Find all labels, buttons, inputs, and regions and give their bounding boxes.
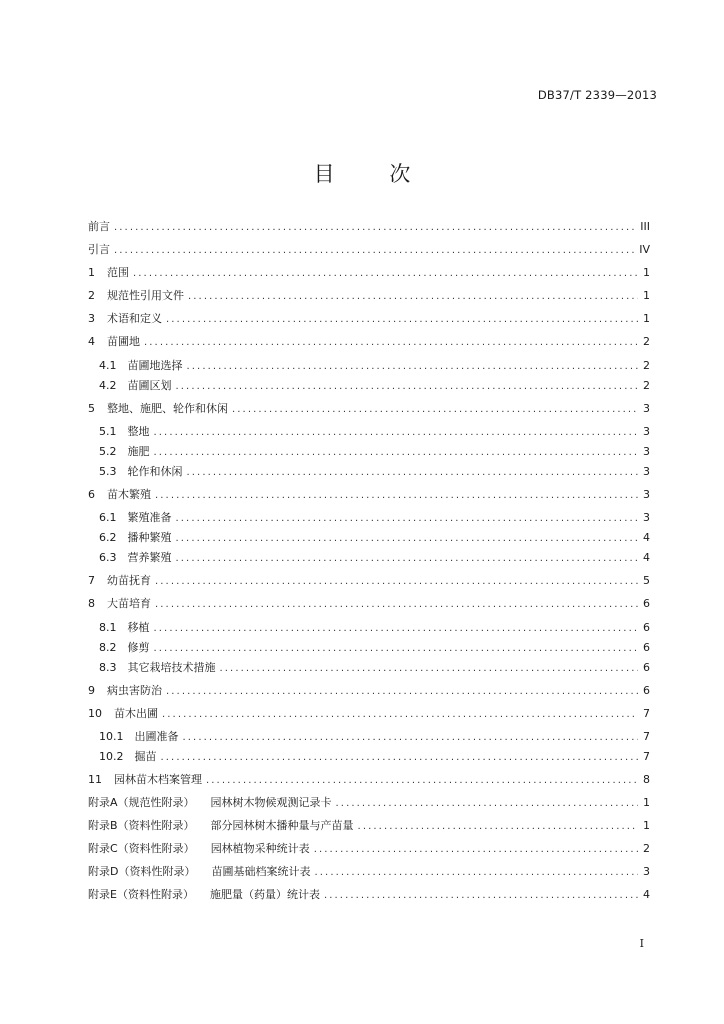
- toc-entry-number: 附录C（资料性附录）: [88, 842, 195, 855]
- toc-entry-number: 8.2: [99, 641, 117, 654]
- toc-entry-page: III: [640, 220, 650, 233]
- toc-leader-dots: [336, 798, 638, 809]
- toc-leader-dots: [154, 427, 639, 438]
- toc-entry[interactable]: [99, 639, 650, 657]
- toc-entry[interactable]: [99, 529, 650, 547]
- toc-entry-page: 1: [643, 266, 650, 279]
- toc-entry[interactable]: [88, 333, 650, 351]
- toc-leader-dots: [154, 623, 639, 634]
- toc-entry-title: 规范性引用文件: [107, 289, 184, 302]
- toc-entry[interactable]: [88, 863, 650, 881]
- toc-entry[interactable]: [88, 771, 650, 789]
- toc-entry[interactable]: [88, 287, 650, 305]
- toc-entry-number: 5.3: [99, 465, 117, 478]
- toc-leader-dots: [154, 643, 639, 654]
- toc-entry-page: 6: [643, 621, 650, 634]
- toc-leader-dots: [144, 337, 638, 348]
- toc-entry-title: 园林树木物候观测记录卡: [210, 796, 332, 809]
- toc-entry-number: 附录B（资料性附录）: [88, 819, 195, 832]
- toc-entry-number: 1: [88, 266, 95, 279]
- toc-entry-page: 1: [643, 796, 650, 809]
- toc-entry-number: 4.1: [99, 359, 117, 372]
- toc-entry-title: 繁殖准备: [127, 511, 172, 524]
- toc-leader-dots: [358, 821, 638, 832]
- toc-entry[interactable]: [88, 794, 650, 812]
- toc-leader-dots: [206, 775, 638, 786]
- toc-entry-title: 轮作和休闲: [127, 465, 183, 478]
- toc-entry-number: 8.3: [99, 661, 117, 674]
- toc-entry-number: 6: [88, 488, 95, 501]
- toc-entry-title: 施肥量（药量）统计表: [209, 888, 320, 901]
- toc-entry[interactable]: [88, 682, 650, 700]
- toc-entry-title: 苗木出圃: [114, 707, 158, 720]
- toc-entry[interactable]: [88, 486, 650, 504]
- toc-entry-number: 6.2: [99, 531, 117, 544]
- toc-entry-title: 整地: [127, 425, 150, 438]
- toc-entry-title: 苗圃区划: [127, 379, 172, 392]
- toc-leader-dots: [324, 890, 638, 901]
- toc-leader-dots: [166, 686, 638, 697]
- toc-entry-title: 其它栽培技术措施: [127, 661, 216, 674]
- toc-leader-dots: [176, 533, 639, 544]
- toc-entry-title: 出圃准备: [134, 730, 179, 743]
- toc-entry-page: IV: [639, 243, 650, 256]
- toc-entry-page: 2: [643, 335, 650, 348]
- toc-entry[interactable]: [88, 310, 650, 328]
- toc-entry[interactable]: [88, 572, 650, 590]
- page-title: [0, 158, 724, 188]
- toc-leader-dots: [314, 844, 638, 855]
- toc-leader-dots: [133, 268, 638, 279]
- toc-entry[interactable]: [88, 886, 650, 904]
- toc-entry-number: 11: [88, 773, 102, 786]
- toc-entry-page: 1: [643, 312, 650, 325]
- title-char-1: 目: [313, 162, 335, 186]
- toc-entry-title: 术语和定义: [107, 312, 162, 325]
- toc-entry-title: 播种繁殖: [127, 531, 172, 544]
- title-char-2: 次: [389, 162, 411, 186]
- toc-entry-number: 附录A（规范性附录）: [88, 796, 195, 809]
- toc-entry-number: 7: [88, 574, 95, 587]
- toc-entry-page: 3: [643, 425, 650, 438]
- toc-entry-title: 移植: [127, 621, 150, 634]
- toc-entry-number: 8.1: [99, 621, 117, 634]
- toc-entry-number: 附录E（资料性附录）: [88, 888, 194, 901]
- toc-leader-dots: [188, 291, 638, 302]
- toc-leader-dots: [176, 513, 639, 524]
- toc-entry[interactable]: [88, 817, 650, 835]
- toc-entry[interactable]: [88, 705, 650, 723]
- toc-leader-dots: [155, 490, 638, 501]
- toc-entry-number: 2: [88, 289, 95, 302]
- toc-entry-page: 7: [643, 730, 650, 743]
- toc-entry-title: 苗木繁殖: [107, 488, 151, 501]
- toc-entry-page: 2: [643, 842, 650, 855]
- standard-code: DB37/T 2339—2013: [537, 88, 657, 102]
- toc-entry[interactable]: [88, 264, 650, 282]
- toc-entry-page: 4: [643, 551, 650, 564]
- toc-entry-page: 3: [643, 465, 650, 478]
- toc-entry[interactable]: [99, 509, 650, 527]
- toc-entry[interactable]: [99, 549, 650, 567]
- toc-entry[interactable]: [99, 377, 650, 395]
- toc-entry-number: 6.1: [99, 511, 117, 524]
- toc-entry-title: 苗圃地: [107, 335, 140, 348]
- toc-entry[interactable]: [99, 463, 650, 481]
- toc-leader-dots: [220, 663, 639, 674]
- toc-entry-number: 4.2: [99, 379, 117, 392]
- toc-leader-dots: [187, 467, 639, 478]
- toc-entry[interactable]: [99, 443, 650, 461]
- toc-leader-dots: [162, 709, 638, 720]
- toc-entry-title: 园林植物采种统计表: [210, 842, 310, 855]
- toc-entry-title: 修剪: [127, 641, 150, 654]
- toc-entry-number: 5.2: [99, 445, 117, 458]
- toc-entry[interactable]: [99, 659, 650, 677]
- toc-entry-number: 3: [88, 312, 95, 325]
- toc-leader-dots: [187, 361, 639, 372]
- toc-entry-title: 引言: [88, 243, 110, 256]
- toc-leader-dots: [114, 222, 636, 233]
- toc-entry-page: 5: [643, 574, 650, 587]
- toc-entry[interactable]: [88, 400, 650, 418]
- toc-entry-number: 10.1: [99, 730, 124, 743]
- toc-leader-dots: [161, 752, 639, 763]
- toc-entry-number: 5: [88, 402, 95, 415]
- toc-entry[interactable]: [88, 241, 650, 259]
- toc-entry-title: 施肥: [127, 445, 150, 458]
- toc-leader-dots: [183, 732, 639, 743]
- toc-entry-page: 1: [643, 819, 650, 832]
- toc-entry-number: 附录D（资料性附录）: [88, 865, 196, 878]
- toc-entry-page: 3: [643, 445, 650, 458]
- toc-entry-page: 2: [643, 359, 650, 372]
- toc-entry[interactable]: [99, 748, 650, 766]
- toc-entry-page: 6: [643, 641, 650, 654]
- toc-leader-dots: [166, 314, 638, 325]
- toc-entry-page: 3: [643, 488, 650, 501]
- toc-entry[interactable]: [88, 218, 650, 236]
- toc-entry-title: 苗圃基础档案统计表: [211, 865, 311, 878]
- toc-entry-title: 前言: [88, 220, 110, 233]
- toc-entry-title: 大苗培育: [107, 597, 151, 610]
- toc-entry[interactable]: [99, 423, 650, 441]
- toc-entry-title: 幼苗抚育: [107, 574, 151, 587]
- toc-entry-page: 6: [643, 597, 650, 610]
- toc-leader-dots: [155, 599, 638, 610]
- toc-entry-title: 部分园林树木播种量与产苗量: [210, 819, 354, 832]
- toc-leader-dots: [114, 245, 635, 256]
- toc-entry[interactable]: [88, 595, 650, 613]
- toc-entry-number: 4: [88, 335, 95, 348]
- toc-entry-page: 7: [643, 707, 650, 720]
- toc-entry-title: 营养繁殖: [127, 551, 172, 564]
- toc-entry[interactable]: [99, 619, 650, 637]
- toc-entry[interactable]: [99, 357, 650, 375]
- toc-leader-dots: [155, 576, 638, 587]
- toc-entry-number: 6.3: [99, 551, 117, 564]
- toc-entry[interactable]: [99, 728, 650, 746]
- toc-entry-title: 病虫害防治: [107, 684, 162, 697]
- toc-entry-page: 4: [643, 888, 650, 901]
- toc-entry-page: 6: [643, 661, 650, 674]
- toc-entry-page: 7: [643, 750, 650, 763]
- toc-entry-title: 园林苗木档案管理: [114, 773, 202, 786]
- toc-entry-page: 3: [643, 865, 650, 878]
- toc-entry-title: 整地、施肥、轮作和休闲: [107, 402, 228, 415]
- toc-entry-page: 8: [643, 773, 650, 786]
- toc-entry-number: 10: [88, 707, 102, 720]
- toc-entry-title: 掘苗: [134, 750, 157, 763]
- toc-entry-number: 5.1: [99, 425, 117, 438]
- toc-entry-page: 3: [643, 402, 650, 415]
- toc-leader-dots: [154, 447, 639, 458]
- toc-entry-page: 4: [643, 531, 650, 544]
- toc-entry-number: 10.2: [99, 750, 124, 763]
- footer-page-number: I: [639, 937, 644, 950]
- toc-entry-title: 苗圃地选择: [127, 359, 183, 372]
- toc-entry-page: 2: [643, 379, 650, 392]
- toc-leader-dots: [176, 553, 639, 564]
- toc-leader-dots: [314, 867, 638, 878]
- toc-entry-number: 8: [88, 597, 95, 610]
- toc-leader-dots: [232, 404, 638, 415]
- toc-entry-number: 9: [88, 684, 95, 697]
- toc-entry-page: 1: [643, 289, 650, 302]
- toc-entry-title: 范围: [107, 266, 129, 279]
- toc-entry[interactable]: [88, 840, 650, 858]
- toc-entry-page: 3: [643, 511, 650, 524]
- toc-leader-dots: [176, 381, 639, 392]
- toc-entry-page: 6: [643, 684, 650, 697]
